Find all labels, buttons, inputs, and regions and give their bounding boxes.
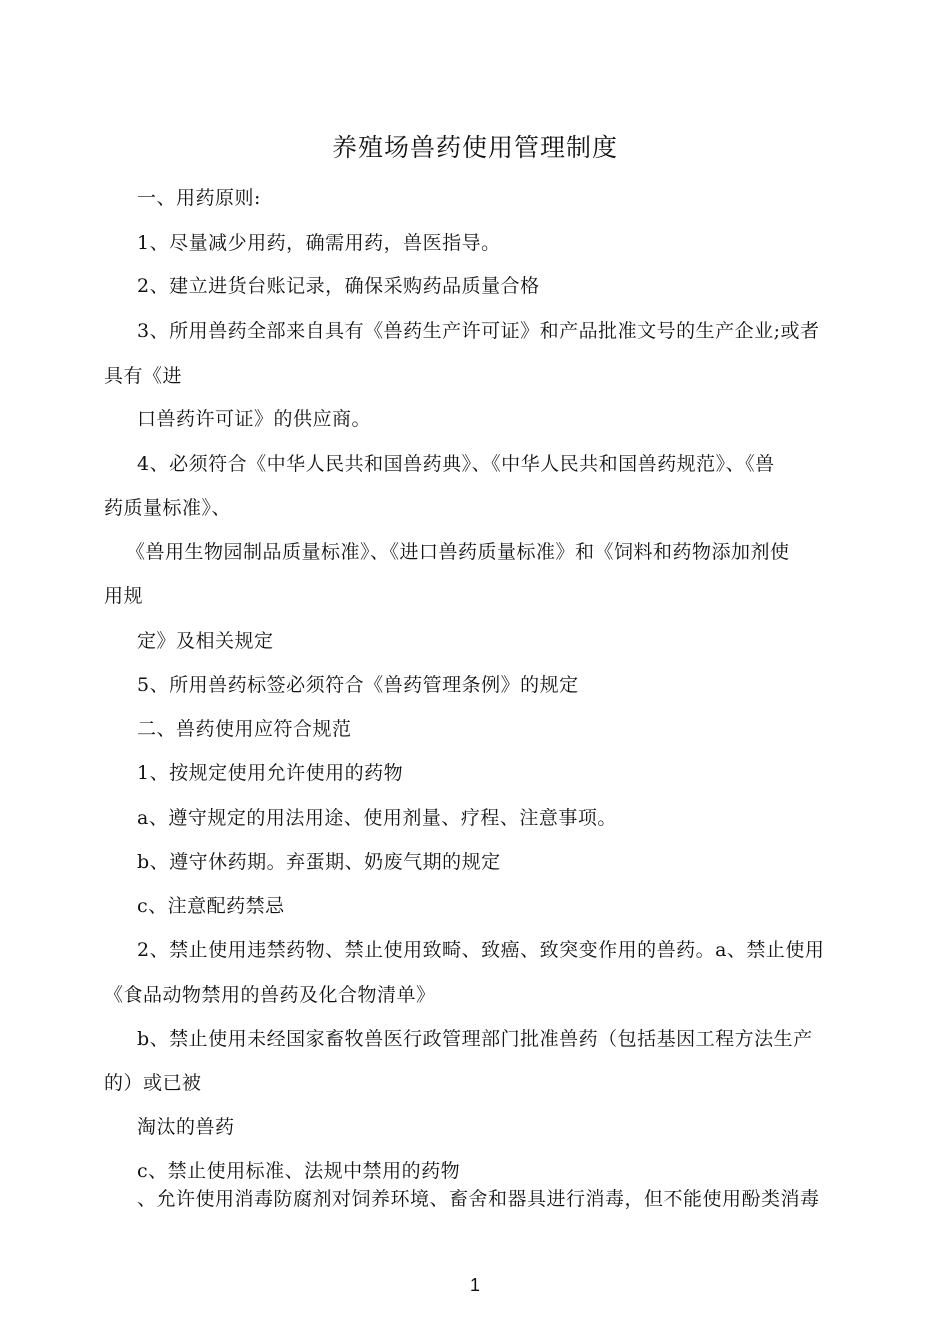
paragraph-line: 3、所用兽药全部来自具有《兽药生产许可证》和产品批准文号的生产企业;或者 <box>137 320 820 342</box>
paragraph-line: 用规 <box>104 585 144 607</box>
paragraph-line: 1、尽量减少用药，确需用药，兽医指导。 <box>137 232 501 254</box>
paragraph-line: 5、所用兽药标签必须符合《兽药管理条例》的规定 <box>137 674 579 696</box>
paragraph-line: 1、按规定使用允许使用的药物 <box>137 762 404 784</box>
paragraph-line: c、注意配药禁忌 <box>137 895 285 917</box>
paragraph-line: 具有《进 <box>104 365 183 387</box>
paragraph-line: 的）或已被 <box>104 1072 202 1094</box>
paragraph-line: b、遵守休药期。弃蛋期、奶废气期的规定 <box>137 851 501 873</box>
section-heading-2: 二、兽药使用应符合规范 <box>137 718 352 740</box>
paragraph-line: c、禁止使用标准、法规中禁用的药物 <box>137 1160 461 1182</box>
paragraph-line: b、禁止使用未经国家畜牧兽医行政管理部门批准兽药（包括基因工程方法生产 <box>137 1028 813 1050</box>
paragraph-line: 《兽用生物园制品质量标准》、《进口兽药质量标准》和《饲料和药物添加剂使 <box>126 541 790 563</box>
page-number: 1 <box>469 1275 480 1295</box>
document-title: 养殖场兽药使用管理制度 <box>331 133 618 162</box>
paragraph-line: 、允许使用消毒防腐剂对饲养环境、畜舍和器具进行消毒，但不能使用酚类消毒 <box>137 1188 820 1210</box>
paragraph-line: 淘汰的兽药 <box>137 1116 235 1138</box>
section-heading-1: 一、用药原则: <box>137 187 261 209</box>
paragraph-line: 2、建立进货台账记录，确保采购药品质量合格 <box>137 275 540 297</box>
paragraph-line: a、遵守规定的用法用途、使用剂量、疗程、注意事项。 <box>137 807 617 829</box>
paragraph-line: 定》及相关规定 <box>137 630 274 652</box>
paragraph-line: 口兽药许可证》的供应商。 <box>137 408 372 430</box>
paragraph-line: 《食品动物禁用的兽药及化合物清单》 <box>104 984 436 1006</box>
paragraph-line: 2、禁止使用违禁药物、禁止使用致畸、致癌、致突变作用的兽药。a、禁止使用 <box>137 939 825 961</box>
paragraph-line: 4、必须符合《中华人民共和国兽药典》、《中华人民共和国兽药规范》、《兽 <box>137 453 775 475</box>
paragraph-line: 药质量标准》、 <box>104 497 232 519</box>
